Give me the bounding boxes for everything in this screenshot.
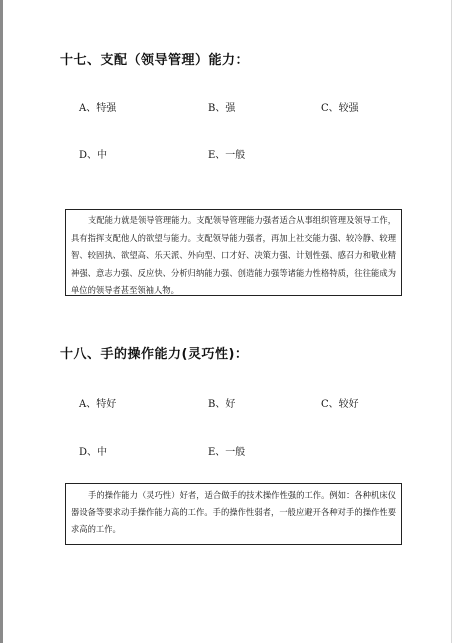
q18-description-box: 手的操作能力（灵巧性）好者，适合做手的技术操作性强的工作。例如：各种机床仪器设备等要求动手操作能力高的工作。手的操作性弱者，一般应避开各种对手的操作性要求高的工作。 [65,483,402,545]
q18-option-d: D、中 [79,447,108,458]
q18-option-c: C、较好 [321,399,359,410]
q17-option-d: D、中 [79,150,108,161]
q17-option-e: E、一般 [208,150,246,161]
question-17-heading: 十七、支配（领导管理）能力： [60,53,250,68]
page-left-edge [0,0,3,643]
q17-option-b: B、强 [208,103,236,114]
q17-description-box: 支配能力就是领导管理能力。支配领导管理能力强者适合从事组织管理及领导工作，具有指挥支配他人的欲望与能力。支配领导能力强者，再加上社交能力强、较冷静、较理智、较固执、欲望高、乐天派、外向型、口才好、决策力强、计划性强、感召力和敬业精神强、意志力强、反应快、分析归纳能力强、创造能力强等诸能力性格特质，往往能成为单位的领导者甚至领袖人物。 [65,209,402,296]
q17-option-a: A、特强 [79,103,117,114]
q17-option-c: C、较强 [321,103,359,114]
q18-option-b: B、好 [208,399,236,410]
q18-option-e: E、一般 [208,447,246,458]
q18-option-a: A、特好 [79,399,117,410]
question-18-heading: 十八、手的操作能力(灵巧性)： [60,347,249,362]
